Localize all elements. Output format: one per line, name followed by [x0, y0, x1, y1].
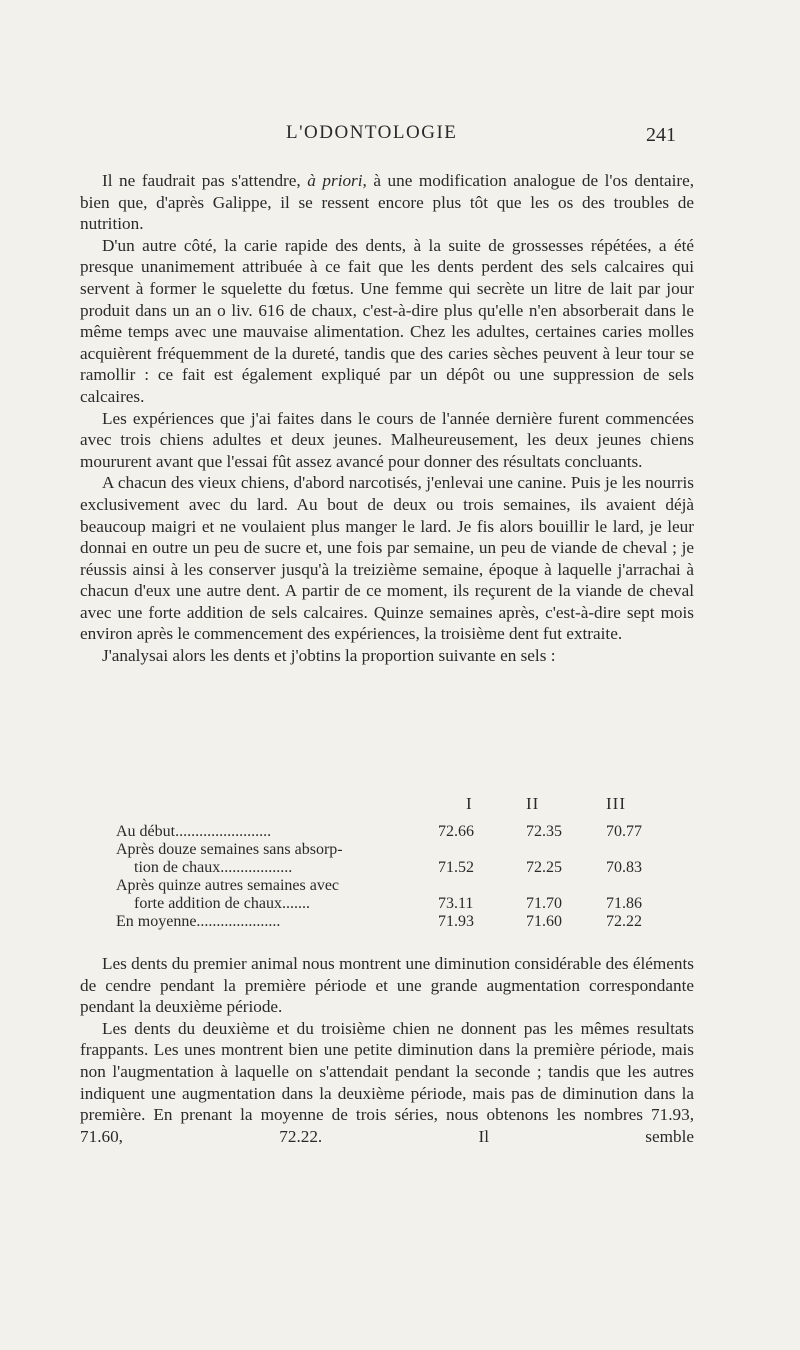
- cell-value: 72.25: [526, 859, 562, 876]
- cell-value: 72.66: [438, 823, 474, 840]
- column-header-1: I: [466, 794, 473, 813]
- cell-value: 73.11: [438, 895, 474, 912]
- body-text-top: [80, 170, 694, 667]
- row-label: [116, 913, 406, 931]
- row-label: [116, 823, 406, 841]
- cell-value: 72.35: [526, 823, 562, 840]
- row-label-line: Après douze semaines sans absorp-: [116, 841, 343, 858]
- paragraph-7: Les dents du deuxième et du troisième chien ne donnent pas les mêmes resultats frappants. Les unes montrent bien une petite diminution dans la première période, mais non l'augmentation à laquelle on s'attendait pendant la seconde ; tandis que les autres indiquent une augmentation dans la deuxième période, mais pas de diminution dans la première. En prenant la moyenne de trois séries, nous obtenons les nombres 71.93, 71.60, 72.22. Il semble: [80, 1018, 694, 1146]
- table-row: [116, 823, 694, 841]
- row-label: [116, 877, 406, 913]
- cell-value: 70.83: [606, 859, 642, 876]
- column-header-3: III: [606, 794, 626, 813]
- cell-value: 71.52: [438, 859, 474, 876]
- cell-value: 72.22: [606, 913, 642, 930]
- row-label-continuation: tion de chaux..................: [134, 859, 293, 876]
- row-label-continuation: forte addition de chaux.......: [134, 895, 310, 912]
- salts-table: [116, 795, 694, 931]
- paragraph-1-start: Il ne faudrait pas s'attendre,: [102, 171, 308, 190]
- paragraph-5: J'analysai alors les dents et j'obtins la proportion suivante en sels :: [102, 646, 556, 666]
- row-label-line: Après quinze autres semaines avec: [116, 877, 340, 894]
- table-row: [116, 841, 694, 877]
- table-header: [116, 795, 694, 817]
- paragraph-1-italic: à priori: [307, 171, 363, 190]
- running-title: L'ODONTOLOGIE: [286, 122, 458, 143]
- paragraph-4: A chacun des vieux chiens, d'abord narcotisés, j'enlevai une canine. Puis je les nourris exclusivement avec du lard. Au bout de deux ou trois semaines, ils avaient déjà beaucoup maigri et ne voulaient plus manger le lard. Je fis alors bouillir le lard, je leur donnai en outre un peu de sucre et, une fois par semaine, un peu de viande de cheval ; je réussis ainsi à les conserver jusqu'à la treizième semaine, époque à laquelle j'arrachai à chacun d'eux une autre dent. A partir de ce moment, ils reçurent de la viande de cheval avec une forte addition de sels calcaires. Quinze semaines après, c'est-à-dire sept mois environ après le commencement des expériences, la troisième dent fut extraite.: [80, 473, 694, 644]
- table-row: [116, 877, 694, 913]
- paragraph-6: Les dents du premier animal nous montrent une diminution considérable des éléments de cendre pendant la première période et une grande augmentation correspondante pendant la deuxième période.: [80, 954, 694, 1017]
- row-label-line: En moyenne.....................: [116, 913, 281, 930]
- cell-value: 71.86: [606, 895, 642, 912]
- table-row: [116, 913, 694, 931]
- running-head: [0, 122, 800, 152]
- cell-value: 70.77: [606, 823, 642, 840]
- row-label-line: Au début........................: [116, 823, 272, 840]
- paragraph-1: [80, 170, 694, 235]
- row-label: [116, 841, 406, 877]
- cell-value: 71.60: [526, 913, 562, 930]
- paragraph-3: Les expériences que j'ai faites dans le cours de l'année dernière furent commencées avec trois chiens adultes et deux jeunes. Malheureusement, les deux jeunes chiens moururent avant que l'essai fût assez avancé pour donner des résultats concluants.: [80, 408, 694, 471]
- page-number: 241: [646, 124, 676, 146]
- paragraph-2: D'un autre côté, la carie rapide des dents, à la suite de grossesses répétées, a été presque unanimement attribuée à ce fait que les dents perdent des sels calcaires qui servent à former le squelette du fœtus. Une femme qui secrète un litre de lait par jour produit dans un an o liv. 616 de chaux, c'est-à-dire plus qu'elle n'en absorberait dans le même temps avec une mauvaise alimentation. Chez les adultes, certaines caries molles acquièrent fréquemment de la dureté, tandis que des caries sèches peuvent à leur tour se ramollir : ce fait est également expliqué par un dépôt ou une suppression de sels calcaires.: [80, 235, 694, 406]
- cell-value: 71.93: [438, 913, 474, 930]
- body-text-bottom: [80, 953, 694, 1147]
- paragraph-1-end: , à une modification analogue de l'os dentaire, bien que, d'après Galippe, il se ressent encore plus tôt que les os des troubles de nutrition.: [80, 171, 695, 234]
- column-header-2: II: [526, 794, 540, 813]
- cell-value: 71.70: [526, 895, 562, 912]
